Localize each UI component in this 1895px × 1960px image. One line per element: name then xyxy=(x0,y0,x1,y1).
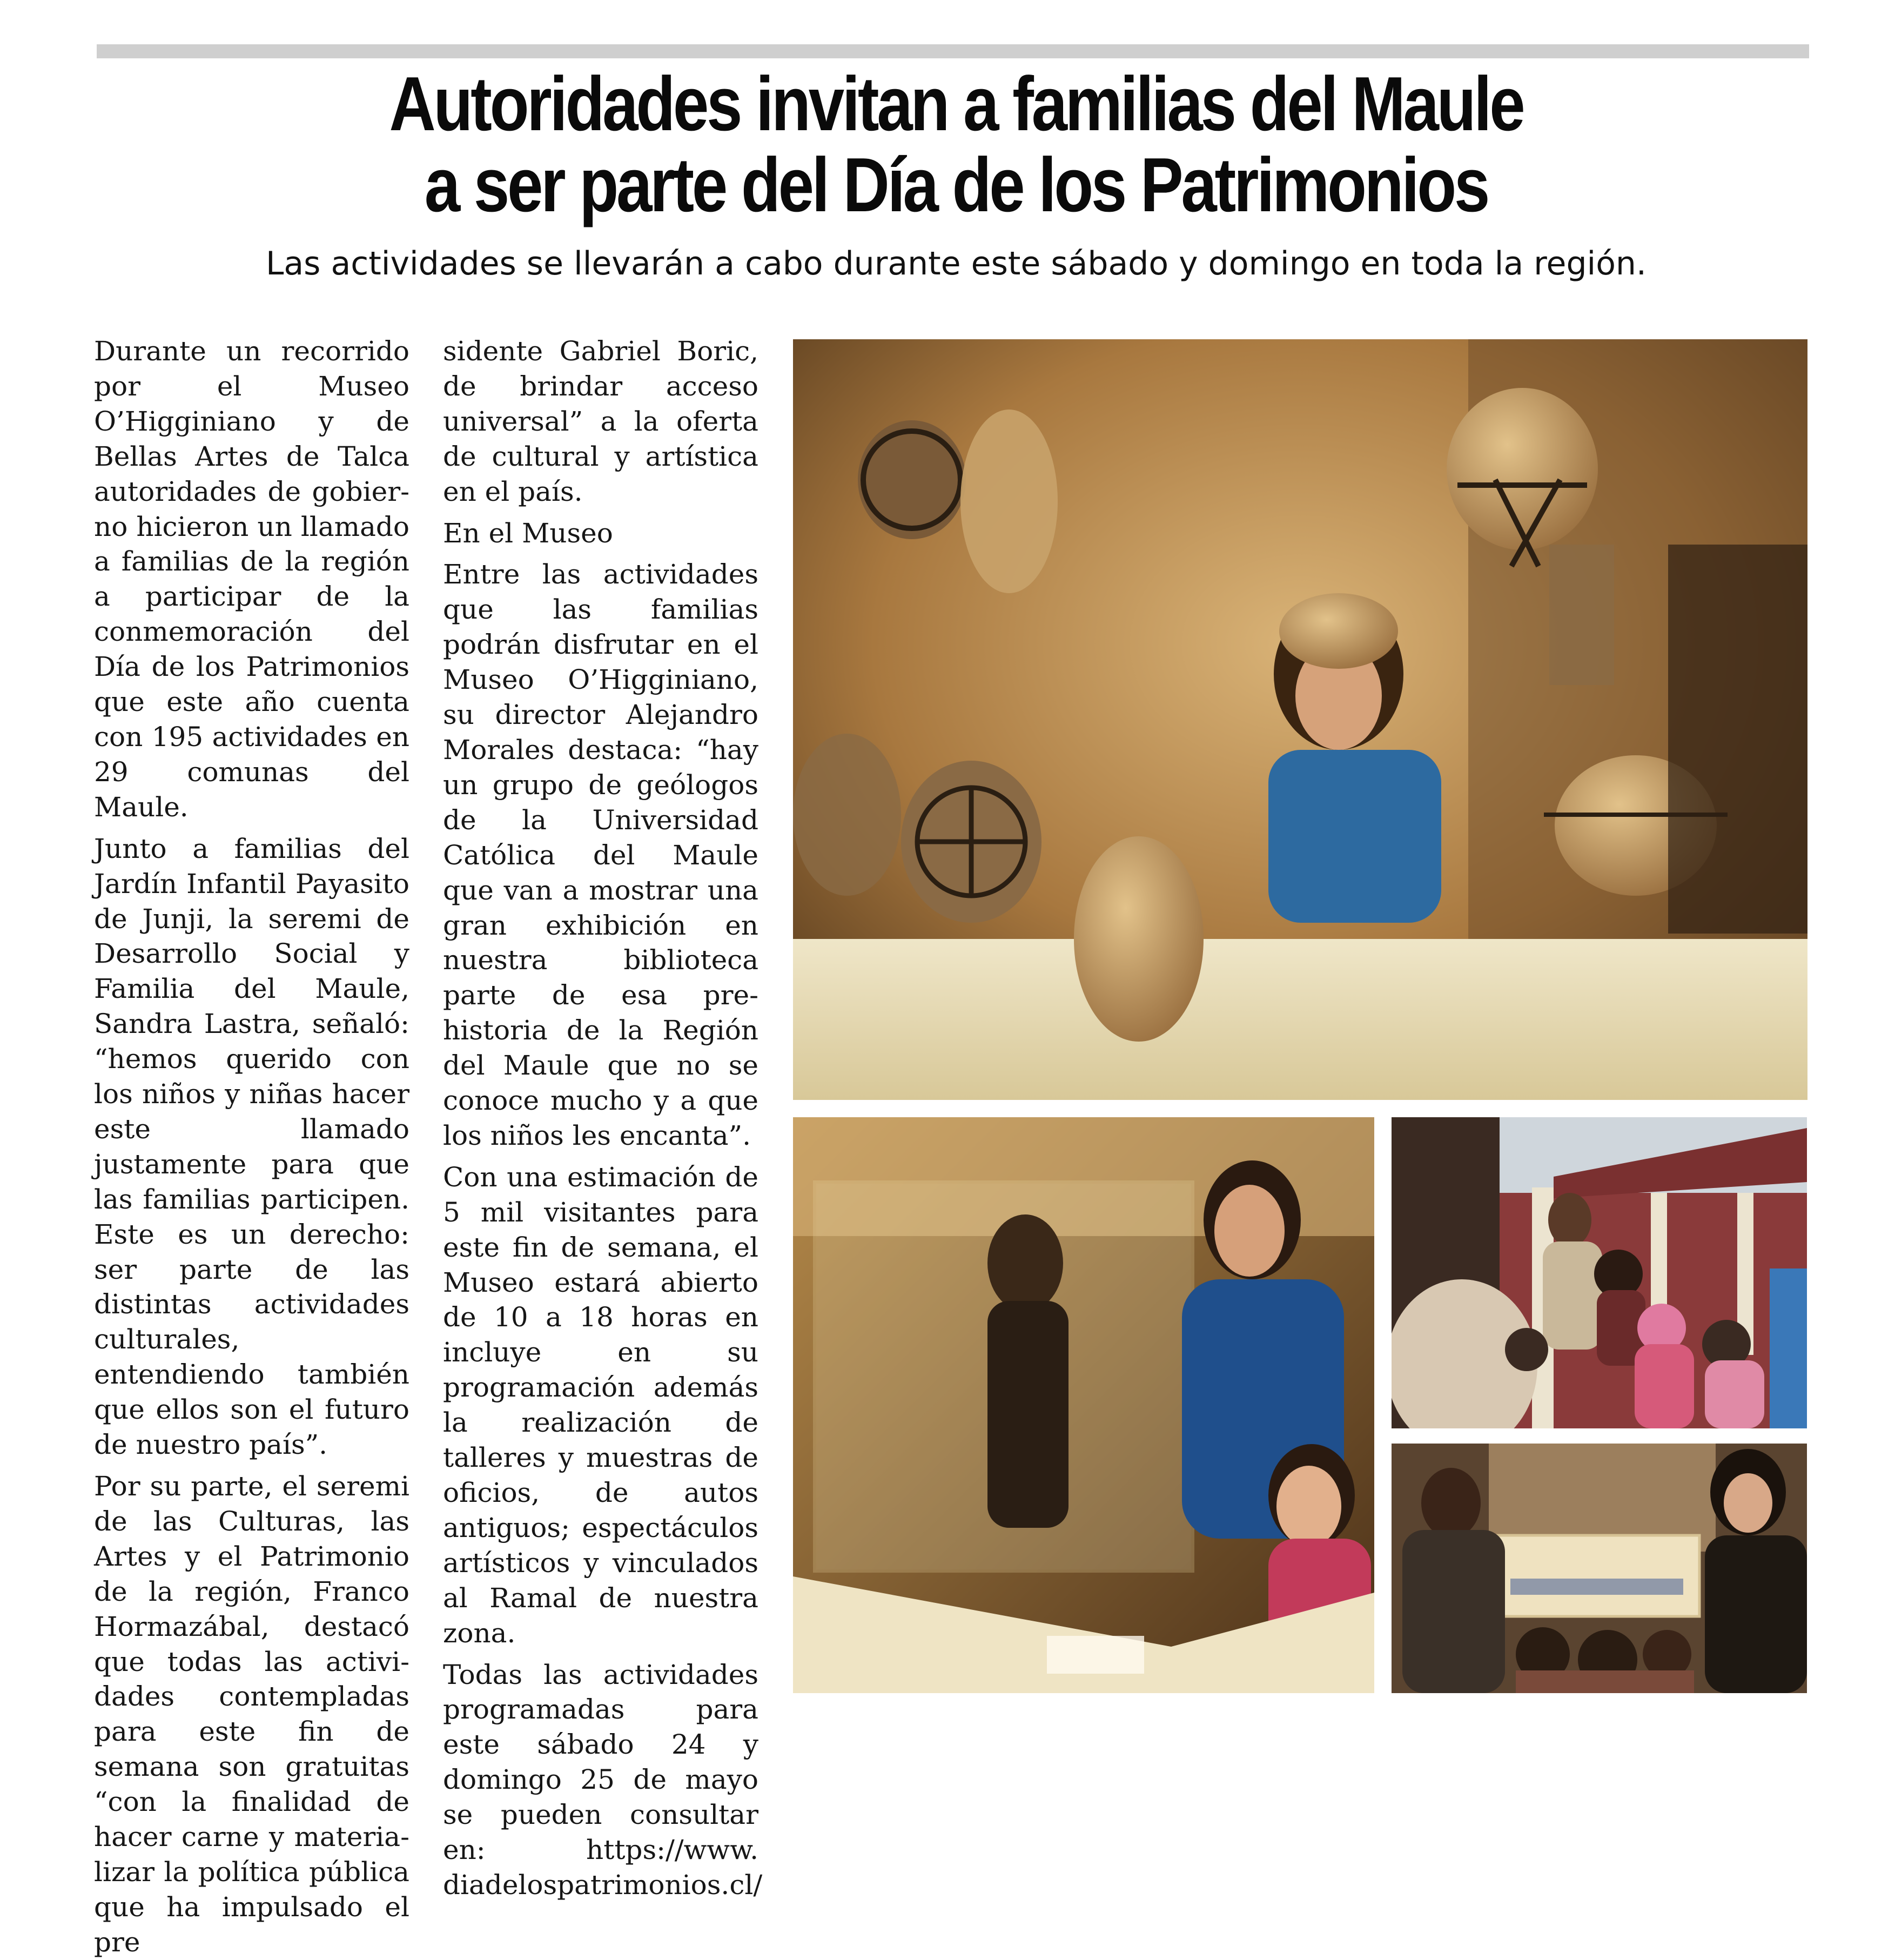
photo-museum-display-case-art xyxy=(793,339,1807,1100)
headline xyxy=(244,61,1669,228)
paragraph: Todas las actividades programadas para este sábado 24 y domingo 25 de mayo se pueden consultar en: https://www. diadelospatrimonios.cl/ xyxy=(443,1659,763,1901)
photo-adults-and-children-at-case-art xyxy=(1392,1444,1807,1693)
text-column-2 xyxy=(443,334,763,1909)
photo-adults-and-children-at-case xyxy=(1392,1444,1807,1693)
paragraph: Entre las actividades que las familias podrán disfrutar en el Museo O’Higginiano, su director Alejandro Morales destaca: “hay un grupo de geólogos de la Universidad Católica del Maule que van a mostrar una gran exhibición en nuestra biblioteca parte de esa prehistoria de la Región del Maule que no se conoce mucho y a que los niños les encanta”. xyxy=(443,559,758,1151)
text-column-1 xyxy=(94,334,409,1960)
photo-woman-and-girl-at-case-art xyxy=(793,1117,1374,1693)
headline-line-1: Autoridades invitan a familias del Maule xyxy=(389,61,1523,147)
top-rule xyxy=(97,44,1809,58)
photo-courtyard-group xyxy=(1392,1117,1807,1428)
subtitle: Las actividades se llevarán a cabo durante este sábado y domingo en toda la región. xyxy=(265,245,1647,283)
paragraph: Durante un recorrido por el Museo O’Higginiano y de Bellas Artes de Talca autoridades de gobierno hicieron un llamado a familias de la región a participar de la conmemoración del Día de los Patrimonios que este año cuenta con 195 actividades en 29 comunas del Maule. xyxy=(94,335,409,823)
photo-museum-display-case xyxy=(793,339,1807,1100)
paragraph: Junto a familias del Jardín Infantil Payasito de Junji, la seremi de Desarrollo Social y Familia del Maule, Sandra Lastra, señaló: “hemos querido con los niños y niñas hacer este llamado justamente para que las familias participen. Este es un derecho: ser parte de las distintas actividades culturales, entendiendo también que ellos son el futuro de nuestro país”. xyxy=(94,833,409,1461)
photo-courtyard-group-art xyxy=(1392,1117,1807,1428)
headline-line-2: a ser parte del Día de los Patrimonios xyxy=(424,142,1488,228)
paragraph: Por su parte, el seremi de las Culturas, las Artes y el Patrimonio de la región, Franco Hormazábal, destacó que todas las actividades contempladas para este fin de semana son gratuitas “con la finalidad de hacer carne y materializar la política pública que ha impulsado el pre xyxy=(94,1471,409,1958)
photo-woman-and-girl-at-case xyxy=(793,1117,1374,1693)
section-subhead: En el Museo xyxy=(443,517,613,549)
paragraph: Con una estimación de 5 mil visitantes para este fin de semana, el Museo estará abierto de 10 a 18 horas en incluye en su programación además la realización de talleres y muestras de oficios, de autos antiguos; espectáculos artísticos y vinculados al Ramal de nuestra zona. xyxy=(443,1161,758,1649)
paragraph: sidente Gabriel Boric, de brindar acceso universal” a la oferta de cultural y artística en el país. xyxy=(443,335,758,507)
